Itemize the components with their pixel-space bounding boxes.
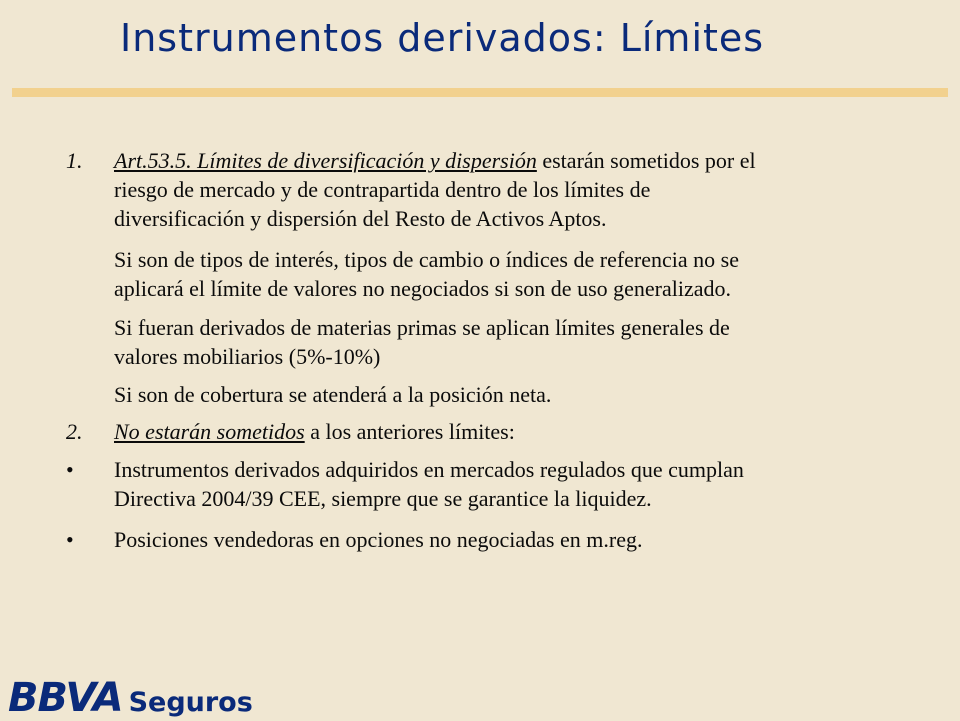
list-number-1: 1. (66, 148, 83, 173)
bullet-2: • (66, 527, 74, 552)
list-number-2: 2. (66, 419, 83, 444)
bullet1-line-2: Directiva 2004/39 CEE, siempre que se garantice la liquidez. (114, 486, 652, 511)
bullet-1: • (66, 457, 74, 482)
item1-line-2: riesgo de mercado y de contrapartida dentro de los límites de (114, 177, 651, 202)
bullet2-line-1: Posiciones vendedoras en opciones no negociadas en m.reg. (114, 527, 643, 552)
paragraph-hedging (114, 380, 902, 409)
slide-title: Instrumentos derivados: Límites (120, 16, 765, 60)
interest-line-2: aplicará el límite de valores no negociados si son de uso generalizado. (114, 276, 732, 301)
logo-brand: BBVA (8, 675, 123, 721)
list-item-1-text (114, 146, 902, 233)
list-item-2-text (114, 417, 902, 446)
paragraph-raw-materials (114, 313, 902, 371)
item1-line-1: estarán sometidos por el (536, 148, 756, 173)
materials-line-1: Si fueran derivados de materias primas se aplican límites generales de (114, 315, 730, 340)
not-subject-link[interactable]: No estarán sometidos (114, 419, 305, 444)
bullet-item-2 (66, 525, 902, 554)
article-53-5-link[interactable]: Art.53.5. Límites de diversificación y dispersión (114, 148, 537, 173)
interest-line-1: Si son de tipos de interés, tipos de cambio o índices de referencia no se (114, 247, 739, 272)
slide-content (66, 146, 902, 554)
title-divider (12, 88, 948, 97)
list-item-2 (66, 417, 902, 446)
bullet-item-1-text (114, 455, 902, 513)
bullet-item-1 (66, 455, 902, 513)
item2-text: a los anteriores límites: (304, 419, 515, 444)
item1-line-3: diversificación y dispersión del Resto de Activos Aptos. (114, 206, 607, 231)
logo-subtitle: Seguros (128, 687, 253, 718)
bbva-seguros-logo (8, 675, 253, 721)
materials-line-2: valores mobiliarios (5%-10%) (114, 344, 381, 369)
paragraph-interest-rates (114, 245, 902, 303)
hedging-line: Si son de cobertura se atenderá a la posición neta. (114, 382, 552, 407)
list-item-1 (66, 146, 902, 233)
bullet-item-2-text (114, 525, 902, 554)
bullet1-line-1: Instrumentos derivados adquiridos en mercados regulados que cumplan (114, 457, 744, 482)
